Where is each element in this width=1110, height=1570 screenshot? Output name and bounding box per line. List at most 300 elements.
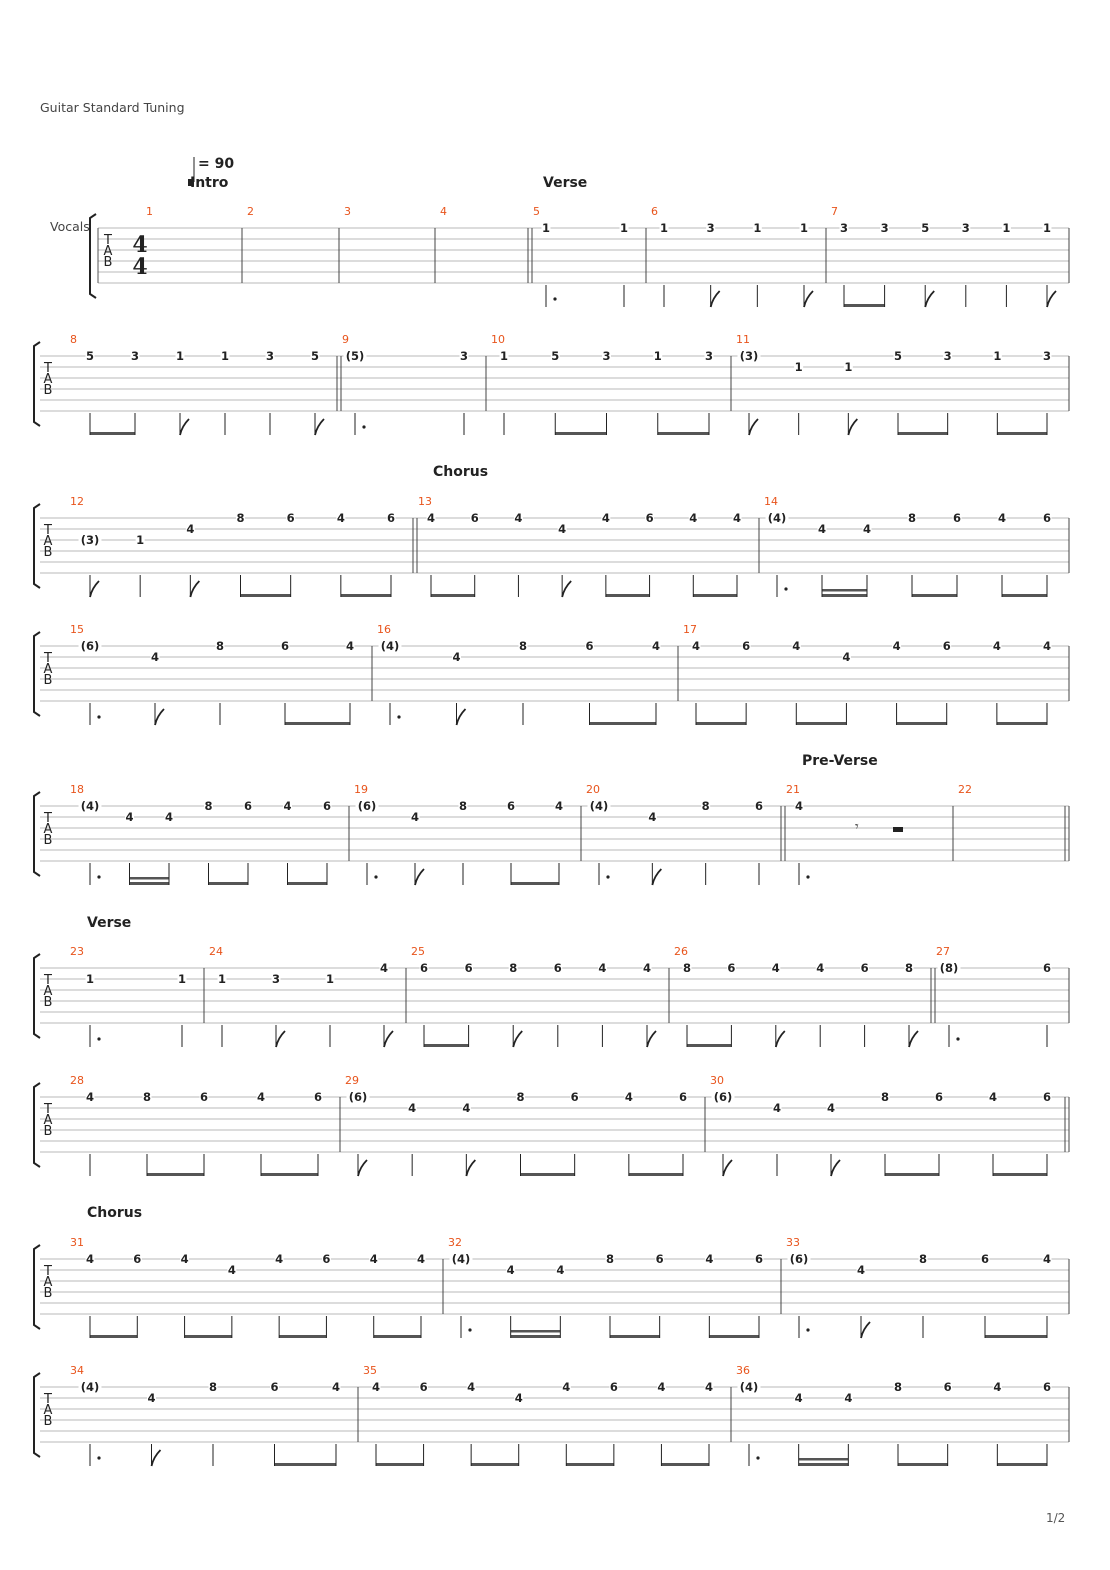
eighth-flag (861, 1322, 870, 1338)
fret-number: 4 (862, 522, 872, 536)
beam (897, 722, 947, 725)
fret-number: 6 (754, 1252, 764, 1266)
fret-number: 4 (554, 799, 564, 813)
beam (471, 1463, 519, 1466)
fret-number: 8 (682, 961, 692, 975)
fret-number: 6 (133, 1252, 142, 1266)
beam (799, 1463, 849, 1466)
measure-number: 16 (377, 623, 391, 636)
eighth-flag (190, 581, 199, 597)
fret-number: (6) (348, 1090, 368, 1104)
beam (341, 594, 391, 597)
dot (553, 297, 556, 300)
fret-number: 1 (844, 360, 853, 374)
fret-number: 4 (426, 511, 436, 525)
fret-number: 1 (325, 972, 335, 986)
fret-number: 8 (516, 1090, 525, 1104)
fret-number: 6 (470, 511, 479, 525)
fret-number: 6 (1042, 1380, 1052, 1394)
fret-number: 4 (642, 961, 652, 975)
measure-number: 2 (247, 205, 254, 218)
eighth-flag (315, 419, 324, 435)
fret-number: 4 (689, 511, 698, 525)
eighth-flag (415, 869, 424, 885)
fret-number: 4 (345, 639, 355, 653)
section-label-chorus: Chorus (433, 464, 489, 480)
fret-number: 8 (907, 511, 917, 525)
dot (468, 1328, 471, 1331)
measure-number: 24 (209, 945, 223, 958)
fret-number: 4 (817, 522, 827, 536)
eighth-flag (358, 1160, 367, 1176)
fret-number: 6 (585, 639, 594, 653)
fret-number: 6 (313, 1090, 323, 1104)
measure-number: 34 (70, 1364, 84, 1377)
fret-number: 4 (164, 810, 174, 824)
tab-clef-letter: A (43, 984, 53, 999)
beam (799, 1458, 849, 1461)
dot (97, 1037, 100, 1040)
section-label-chorus-2: Chorus (87, 1205, 143, 1221)
tab-system (34, 1074, 1069, 1176)
eighth-flag (652, 869, 661, 885)
fret-number: 4 (772, 1101, 782, 1115)
tab-clef-letter: B (43, 1286, 53, 1301)
measure-number: 4 (440, 205, 447, 218)
beam (822, 589, 867, 592)
measure-number: 25 (411, 945, 425, 958)
beam (985, 1335, 1047, 1338)
fret-number: 4 (657, 1380, 666, 1394)
fret-number: 6 (860, 961, 869, 975)
measure-number: 33 (786, 1236, 800, 1249)
fret-number: 5 (310, 349, 320, 363)
fret-number: 4 (410, 810, 420, 824)
fret-number: 8 (918, 1252, 928, 1266)
tab-clef-letter: T (44, 523, 52, 538)
fret-number: 5 (921, 221, 930, 235)
fret-number: 4 (379, 961, 389, 975)
tab-clef-letter: B (43, 545, 53, 560)
fret-number: 3 (265, 349, 275, 363)
eighth-flag (457, 709, 466, 725)
beam (431, 594, 475, 597)
dot (806, 875, 809, 878)
fret-number: (5) (345, 349, 365, 363)
fret-number: 1 (541, 221, 551, 235)
beam (844, 304, 885, 307)
fret-number: 4 (514, 1391, 523, 1405)
beam (376, 1463, 424, 1466)
fret-number: 6 (270, 1380, 279, 1394)
fret-number: 3 (706, 221, 715, 235)
tab-clef-letter: B (43, 673, 53, 688)
eighth-flag (384, 1031, 393, 1047)
fret-number: 4 (892, 639, 901, 653)
measure-number: 26 (674, 945, 688, 958)
measure-number: 28 (70, 1074, 84, 1087)
time-signature-digit: 4 (132, 254, 148, 280)
measure-number: 3 (344, 205, 351, 218)
fret-number: (8) (939, 961, 959, 975)
fret-number: 6 (419, 961, 429, 975)
fret-number: 4 (558, 522, 567, 536)
measure-number: 9 (342, 333, 349, 346)
fret-number: 4 (826, 1101, 836, 1115)
fret-number: 6 (464, 961, 473, 975)
eighth-flag (152, 1450, 161, 1466)
fret-number: 6 (322, 1252, 331, 1266)
fret-number: 1 (220, 349, 230, 363)
tab-system (34, 783, 1069, 885)
fret-number: 4 (992, 639, 1001, 653)
fret-number: 1 (619, 221, 629, 235)
fret-number: (3) (80, 533, 100, 547)
dot (756, 1456, 759, 1459)
section-label-verse-2: Verse (87, 915, 132, 931)
tab-system (90, 205, 1069, 307)
beam (796, 722, 846, 725)
tab-clef-letter: A (43, 822, 53, 837)
beam (629, 1173, 683, 1176)
beam (696, 722, 746, 725)
beam (1002, 594, 1047, 597)
fret-number: 8 (208, 1380, 218, 1394)
tab-clef-letter: B (43, 1414, 53, 1429)
fret-number: 3 (1042, 349, 1052, 363)
measure-number: 18 (70, 783, 84, 796)
beam (275, 1463, 337, 1466)
tab-clef-letter: A (103, 244, 113, 259)
system-bracket (90, 214, 96, 298)
time-signature-digit: 4 (132, 232, 148, 258)
fret-number: (4) (739, 1380, 759, 1394)
fret-number: 8 (509, 961, 518, 975)
fret-number: 4 (85, 1252, 95, 1266)
tab-clef-letter: B (43, 1124, 53, 1139)
fret-number: 6 (754, 799, 764, 813)
tab-clef-letter: A (43, 1403, 53, 1418)
fret-number: 3 (880, 221, 889, 235)
fret-number: 6 (286, 511, 295, 525)
tab-clef-letter: A (43, 662, 53, 677)
fret-number: 1 (1042, 221, 1052, 235)
fret-number: 3 (271, 972, 281, 986)
dot (956, 1037, 959, 1040)
beam (279, 1335, 326, 1338)
fret-number: 8 (215, 639, 225, 653)
fret-number: 1 (217, 972, 227, 986)
tab-clef-letter: T (44, 1392, 52, 1407)
fret-number: (4) (80, 799, 100, 813)
beam (566, 1463, 614, 1466)
fret-number: 4 (794, 1391, 803, 1405)
fret-number: 8 (142, 1090, 152, 1104)
fret-number: 1 (177, 972, 187, 986)
fret-number: 8 (236, 511, 245, 525)
beam (130, 877, 170, 880)
eighth-flag (466, 1160, 475, 1176)
tab-system (34, 333, 1069, 435)
fret-number: 4 (186, 522, 195, 536)
beam (997, 1463, 1047, 1466)
fret-number: 1 (85, 972, 95, 986)
eighth-flag (831, 1160, 840, 1176)
dot (806, 1328, 809, 1331)
tab-system (34, 1364, 1069, 1466)
measure-number: 32 (448, 1236, 462, 1249)
measure-number: 7 (831, 205, 838, 218)
fret-number: 4 (704, 1380, 714, 1394)
eighth-flag (180, 419, 189, 435)
eighth-flag (909, 1031, 918, 1047)
tab-clef-letter: T (44, 973, 52, 988)
fret-number: 8 (518, 639, 528, 653)
beam (511, 1335, 561, 1338)
fret-number: 1 (799, 221, 809, 235)
fret-number: 6 (609, 1380, 618, 1394)
fret-number: (4) (767, 511, 787, 525)
fret-number: 8 (605, 1252, 615, 1266)
fret-number: 6 (942, 639, 951, 653)
dot (97, 875, 100, 878)
measure-number: 12 (70, 495, 84, 508)
beam (885, 1173, 939, 1176)
tab-clef-letter: A (43, 372, 53, 387)
beam (658, 432, 709, 435)
tab-system (34, 623, 1069, 725)
measure-number: 8 (70, 333, 77, 346)
beam (997, 722, 1047, 725)
fret-number: 6 (280, 639, 290, 653)
fret-number: 6 (506, 799, 516, 813)
fret-number: 3 (602, 349, 611, 363)
fret-number: 4 (691, 639, 701, 653)
tab-clef-letter: T (44, 1102, 52, 1117)
fret-number: (6) (789, 1252, 809, 1266)
beam (610, 1335, 660, 1338)
fret-number: 3 (839, 221, 849, 235)
fret-number: 6 (419, 1380, 428, 1394)
measure-number: 29 (345, 1074, 359, 1087)
fret-number: 4 (514, 511, 523, 525)
fret-number: 4 (598, 961, 607, 975)
beam (521, 1173, 575, 1176)
eighth-flag (723, 1160, 732, 1176)
eighth-rest-icon: 𝄾 (855, 819, 859, 835)
tab-clef-letter: T (44, 811, 52, 826)
fret-number: 4 (416, 1252, 426, 1266)
page-number: 1/2 (1046, 1511, 1066, 1525)
eighth-flag (925, 291, 934, 307)
fret-number: (4) (380, 639, 400, 653)
beam (822, 594, 867, 597)
fret-number: (6) (80, 639, 100, 653)
dot (397, 715, 400, 718)
fret-number: (6) (357, 799, 377, 813)
eighth-flag (749, 419, 758, 435)
tab-system (34, 1236, 1069, 1338)
fret-number: 4 (147, 1391, 156, 1405)
beam (511, 882, 559, 885)
fret-number: 4 (462, 1101, 471, 1115)
fret-number: 8 (893, 1380, 903, 1394)
measure-number: 1 (146, 205, 153, 218)
section-label-intro: Intro (190, 175, 229, 191)
fret-number: 6 (678, 1090, 688, 1104)
beam (90, 432, 135, 435)
fret-number: 6 (386, 511, 396, 525)
fret-number: 1 (175, 349, 185, 363)
beam (209, 882, 249, 885)
fret-number: (3) (739, 349, 759, 363)
fret-number: 4 (651, 639, 661, 653)
fret-number: 5 (85, 349, 95, 363)
beam (687, 1044, 731, 1047)
measure-number: 6 (651, 205, 658, 218)
beam (261, 1173, 318, 1176)
system-bracket (34, 632, 40, 716)
fret-number: 4 (556, 1263, 565, 1277)
fret-number: 4 (125, 810, 134, 824)
beam (898, 432, 948, 435)
fret-number: 6 (570, 1090, 579, 1104)
beam (590, 722, 657, 725)
fret-number: 1 (794, 360, 803, 374)
fret-number: 4 (283, 799, 292, 813)
tab-clef-letter: A (43, 1113, 53, 1128)
fret-number: 4 (467, 1380, 476, 1394)
eighth-flag (711, 291, 720, 307)
measure-number: 31 (70, 1236, 84, 1249)
fret-number: 4 (648, 810, 657, 824)
fret-number: 4 (842, 650, 851, 664)
measure-number: 13 (418, 495, 432, 508)
fret-number: 4 (1042, 639, 1052, 653)
fret-number: 1 (753, 221, 762, 235)
measure-number: 36 (736, 1364, 750, 1377)
tempo-marking: = 90 (198, 156, 235, 172)
beam (606, 594, 650, 597)
fret-number: (4) (80, 1380, 100, 1394)
eighth-flag (276, 1031, 285, 1047)
fret-number: 8 (880, 1090, 890, 1104)
beam (288, 882, 328, 885)
fret-number: 4 (705, 1252, 714, 1266)
fret-number: 8 (904, 961, 914, 975)
fret-number: 6 (1042, 961, 1052, 975)
beam (661, 1463, 709, 1466)
fret-number: 6 (1042, 1090, 1052, 1104)
beam (511, 1330, 561, 1333)
fret-number: 6 (199, 1090, 209, 1104)
measure-number: 30 (710, 1074, 724, 1087)
section-label-pre-verse: Pre-Verse (802, 753, 878, 769)
fret-number: 4 (275, 1252, 284, 1266)
fret-number: 8 (458, 799, 468, 813)
fret-number: 3 (961, 221, 970, 235)
beam (147, 1173, 204, 1176)
tab-clef-letter: T (44, 651, 52, 666)
fret-number: 1 (1002, 221, 1011, 235)
eighth-flag (848, 419, 857, 435)
fret-number: 4 (732, 511, 742, 525)
fret-number: 3 (943, 349, 952, 363)
fret-number: 4 (150, 650, 160, 664)
measure-number: 35 (363, 1364, 377, 1377)
eighth-flag (90, 581, 99, 597)
tuning-label: Guitar Standard Tuning (40, 100, 185, 115)
fret-number: 3 (459, 349, 469, 363)
measure-number: 11 (736, 333, 750, 346)
dot (97, 715, 100, 718)
dot (374, 875, 377, 878)
fret-number: 4 (562, 1380, 571, 1394)
beam (130, 882, 170, 885)
fret-number: 6 (655, 1252, 664, 1266)
fret-number: 4 (408, 1101, 417, 1115)
measure-number: 14 (764, 495, 778, 508)
fret-number: 4 (993, 1380, 1002, 1394)
fret-number: 4 (794, 799, 804, 813)
tab-clef-letter: T (44, 361, 52, 376)
fret-number: 4 (227, 1263, 236, 1277)
tab-system (34, 495, 1069, 597)
half-rest-icon (893, 827, 903, 832)
fret-number: 8 (204, 799, 213, 813)
fret-number: 4 (452, 650, 461, 664)
fret-number: 1 (659, 221, 669, 235)
fret-number: 4 (1042, 1252, 1052, 1266)
tab-system (34, 945, 1069, 1047)
system-bracket (34, 954, 40, 1038)
beam (185, 1335, 232, 1338)
measure-number: 23 (70, 945, 84, 958)
eighth-flag (804, 291, 813, 307)
fret-number: 6 (742, 639, 751, 653)
tab-clef-letter: B (103, 255, 113, 270)
beam (374, 1335, 421, 1338)
tab-clef-letter: T (44, 1264, 52, 1279)
measure-number: 22 (958, 783, 972, 796)
eighth-flag (562, 581, 571, 597)
eighth-flag (1047, 291, 1056, 307)
eighth-flag (155, 709, 164, 725)
beam (912, 594, 957, 597)
system-bracket (34, 504, 40, 588)
eighth-flag (776, 1031, 785, 1047)
fret-number: 6 (943, 1380, 952, 1394)
fret-number: 1 (136, 533, 145, 547)
fret-number: 4 (180, 1252, 189, 1266)
section-label-verse: Verse (543, 175, 588, 191)
fret-number: 4 (844, 1391, 853, 1405)
fret-number: 6 (1042, 511, 1052, 525)
tab-clef-letter: A (43, 1275, 53, 1290)
fret-number: 4 (506, 1263, 515, 1277)
fret-number: 6 (645, 511, 654, 525)
measure-number: 19 (354, 783, 368, 796)
beam (993, 1173, 1047, 1176)
beam (709, 1335, 759, 1338)
tab-clef-letter: A (43, 534, 53, 549)
fret-number: 4 (816, 961, 825, 975)
fret-number: 5 (551, 349, 560, 363)
beam (693, 594, 737, 597)
fret-number: (4) (451, 1252, 471, 1266)
beam (555, 432, 606, 435)
beam (898, 1463, 948, 1466)
